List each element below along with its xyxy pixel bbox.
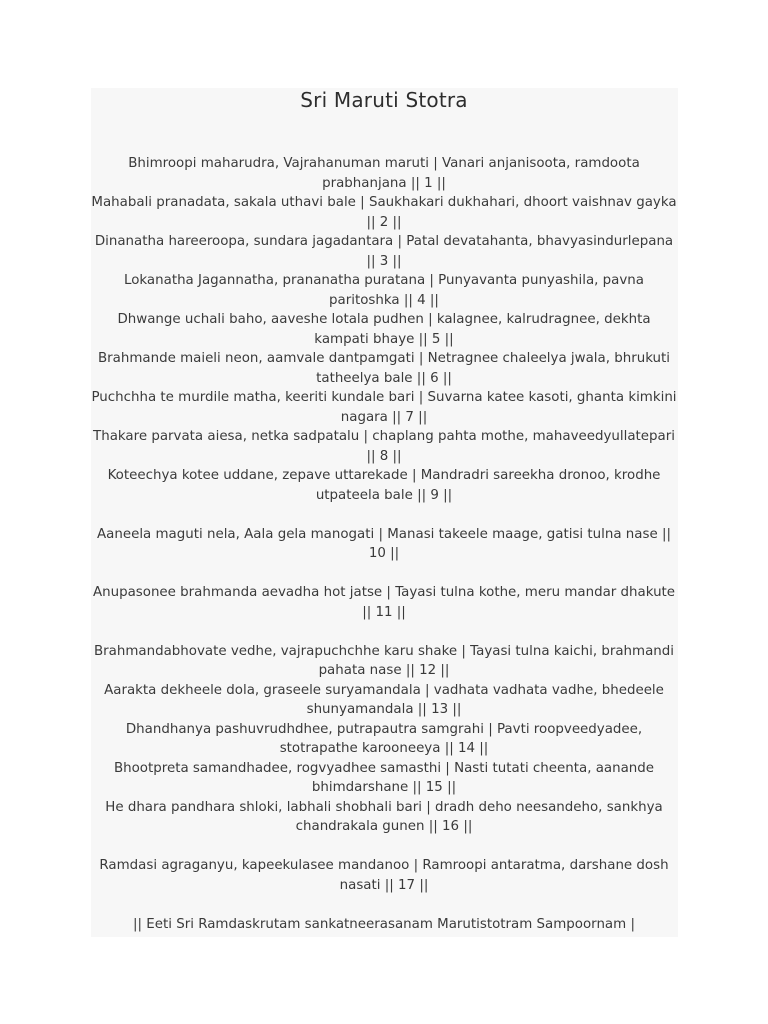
stotra-text	[90, 154, 678, 934]
verse-2: Mahabali pranadata, sakala uthavi bale | Saukhakari dukhahari, dhoort vaishnav gayka || 2 ||	[91, 195, 677, 230]
verse-9: Koteechya kotee uddane, zepave uttarekade | Mandradri sareekha dronoo, krodhe utpateela bale || 9 ||	[107, 468, 661, 503]
page-title: Sri Maruti Stotra	[300, 88, 468, 112]
verse-4: Lokanatha Jagannatha, prananatha puratana | Punyavanta punyashila, pavna paritoshka || 4 ||	[123, 273, 645, 308]
verse-1: Bhimroopi maharudra, Vajrahanuman maruti | Vanari anjanisoota, ramdoota prabhanjana || 1 ||	[128, 156, 640, 191]
verse-8: Thakare parvata aiesa, netka sadpatalu | chaplang pahta mothe, mahaveedyullatepari || 8 ||	[93, 429, 675, 464]
closing-line: || Eeti Sri Ramdaskrutam sankatneerasanam Marutistotram Sampoornam |	[133, 916, 635, 932]
verse-12: Brahmandabhovate vedhe, vajrapuchchhe karu shake | Tayasi tulna kaichi, brahmandi pahata nase || 12 ||	[93, 643, 675, 678]
verse-16: He dhara pandhara shloki, labhali shobhali bari | dradh deho neesandeho, sankhya chandrakala gunen || 16 ||	[105, 799, 663, 834]
verse-17: Ramdasi agraganyu, kapeekulasee mandanoo | Ramroopi antaratma, darshane dosh nasati || 17 ||	[99, 858, 669, 893]
verse-10: Aaneela maguti nela, Aala gela manogati | Manasi takeele maage, gatisi tulna nase || 10 ||	[97, 526, 671, 561]
verse-5: Dhwange uchali baho, aaveshe lotala pudhen | kalagnee, kalrudragnee, dekhta kampati bhaye || 5 ||	[117, 312, 651, 347]
verse-6: Brahmande maieli neon, aamvale dantpamgati | Netragnee chaleelya jwala, bhrukuti tatheelya bale || 6 ||	[97, 351, 671, 386]
verse-11: Anupasonee brahmanda aevadha hot jatse | Tayasi tulna kothe, meru mandar dhakute || 11 ||	[92, 585, 676, 620]
verse-7: Puchchha te murdile matha, keeriti kundale bari | Suvarna katee kasoti, ghanta kimkini nagara || 7 ||	[91, 390, 677, 425]
verse-14: Dhandhanya pashuvrudhdhee, putrapautra samgrahi | Pavti roopveedyadee, stotrapathe karooneeya || 14 ||	[125, 721, 643, 756]
verse-13: Aarakta dekheele dola, graseele suryamandala | vadhata vadhata vadhe, bhedeele shunyamandala || 13 ||	[104, 682, 664, 717]
verse-15: Bhootpreta samandhadee, rogvyadhee samasthi | Nasti tutati cheenta, aanande bhimdarshane || 15 ||	[113, 760, 655, 795]
verse-3: Dinanatha hareeroopa, sundara jagadantara | Patal devatahanta, bhavyasindurlepana || 3 ||	[94, 234, 674, 269]
